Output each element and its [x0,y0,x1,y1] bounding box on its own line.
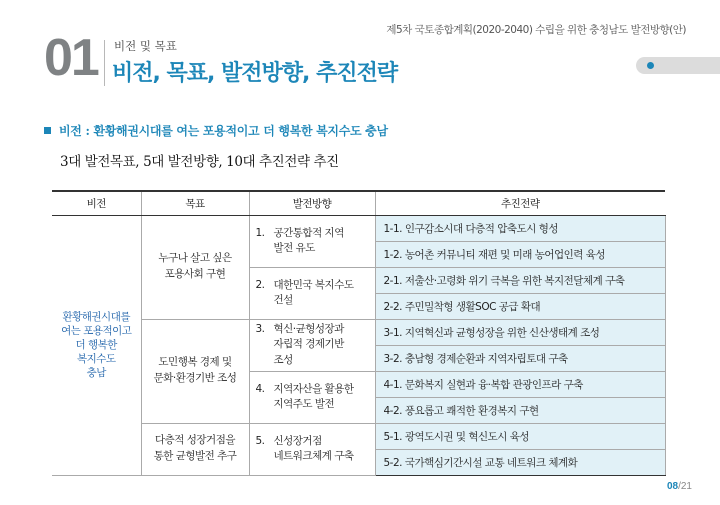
strategy-cell: 4-2. 풍요롭고 쾌적한 환경복지 구현 [375,397,665,423]
strategy-cell: 3-2. 충남형 경제순환과 지역자립토대 구축 [375,345,665,371]
square-bullet-icon [44,127,51,134]
goal-line: 통한 균형발전 추구 [153,450,237,462]
page-number [667,481,692,492]
direction-line: 신성장거점 [273,434,322,447]
direction-line: 지역자산을 활용한 [273,382,354,395]
header-goal: 목표 [141,191,249,215]
goal-line: 포용사회 구현 [164,268,226,280]
chapter-divider [104,40,105,86]
plan-title: 제5차 국토종합계획(2020-2040) 수립을 위한 충청남도 발전방향(안) [386,24,686,36]
vision-line: 복지수도 [76,353,116,366]
goal-line: 도민행복 경제 및 [158,356,232,369]
page-current: 08 [666,481,679,492]
direction-number: 4. [255,382,265,395]
summary-line: 3대 발전목표, 5대 발전방향, 10대 추진전략 추진 [60,154,339,170]
table-row [52,423,665,449]
direction-number: 5. [255,434,265,447]
chapter-subtitle: 비전 및 목표 [114,39,177,53]
vision-line: 더 행복한 [75,338,117,351]
header-strategy: 추진전략 [375,191,665,215]
goal-line: 누구나 살고 싶은 [158,252,232,265]
vision-line: 환황해권시대를 [62,310,130,323]
vision-statement-text: 비전 : 환황해권시대를 여는 포용적이고 더 행복한 복지수도 충남 [59,124,388,138]
goal-cell [141,423,249,475]
strategy-cell: 2-2. 주민밀착형 생활SOC 공급 확대 [375,293,665,319]
direction-line: 공간통합적 지역 [273,226,344,239]
page-total: /21 [678,481,692,492]
direction-line: 네트워크체계 구축 [273,450,354,462]
vision-line: 여는 포용적이고 [61,324,132,337]
direction-line: 건설 [273,294,293,306]
header-vision: 비전 [52,191,141,215]
direction-cell [249,423,375,475]
direction-number: 3. [255,323,265,336]
header-direction: 발전방향 [249,191,375,215]
direction-line: 자립적 경제기반 [273,338,344,351]
table-row [52,319,665,345]
strategy-cell: 3-1. 지역혁신과 균형성장을 위한 신산생태계 조성 [375,319,665,345]
direction-cell [249,215,375,267]
direction-cell [249,267,375,319]
direction-line: 발전 유도 [273,242,315,254]
direction-line: 조성 [273,353,293,366]
goal-line: 다층적 성장거점을 [155,434,235,447]
chapter-number: 01 [44,29,98,87]
dot-icon [647,62,654,69]
vision-statement [44,122,388,139]
vision-cell [52,215,141,475]
strategy-table [52,190,666,476]
table-row [52,215,665,241]
direction-line: 혁신·균형성장과 [273,323,344,336]
goal-line: 문화·환경기반 조성 [153,372,237,384]
strategy-cell: 5-2. 국가핵심기간시설 교통 네트워크 체계화 [375,449,665,475]
direction-number: 1. [255,226,265,239]
strategy-cell: 1-2. 농어촌 커뮤니티 재편 및 미래 농어업인력 육성 [375,241,665,267]
strategy-cell: 2-1. 저출산·고령화 위기 극복을 위한 복지전달체계 구축 [375,267,665,293]
header-pill-decoration [636,57,720,74]
goal-cell [141,319,249,423]
strategy-cell: 1-1. 인구감소시대 다층적 압축도시 형성 [375,215,665,241]
goal-cell [141,215,249,319]
strategy-cell: 4-1. 문화복지 실현과 융·복합 관광인프라 구축 [375,371,665,397]
direction-line: 지역주도 발전 [273,398,335,410]
direction-line: 대한민국 복지수도 [273,278,354,291]
table-header-row [52,191,665,215]
strategy-cell: 5-1. 광역도시권 및 혁신도시 육성 [375,423,665,449]
direction-number: 2. [255,278,265,291]
direction-cell [249,371,375,423]
chapter-title: 비전, 목표, 발전방향, 추진전략 [112,61,398,86]
vision-line: 충남 [86,367,106,380]
direction-cell [249,319,375,371]
